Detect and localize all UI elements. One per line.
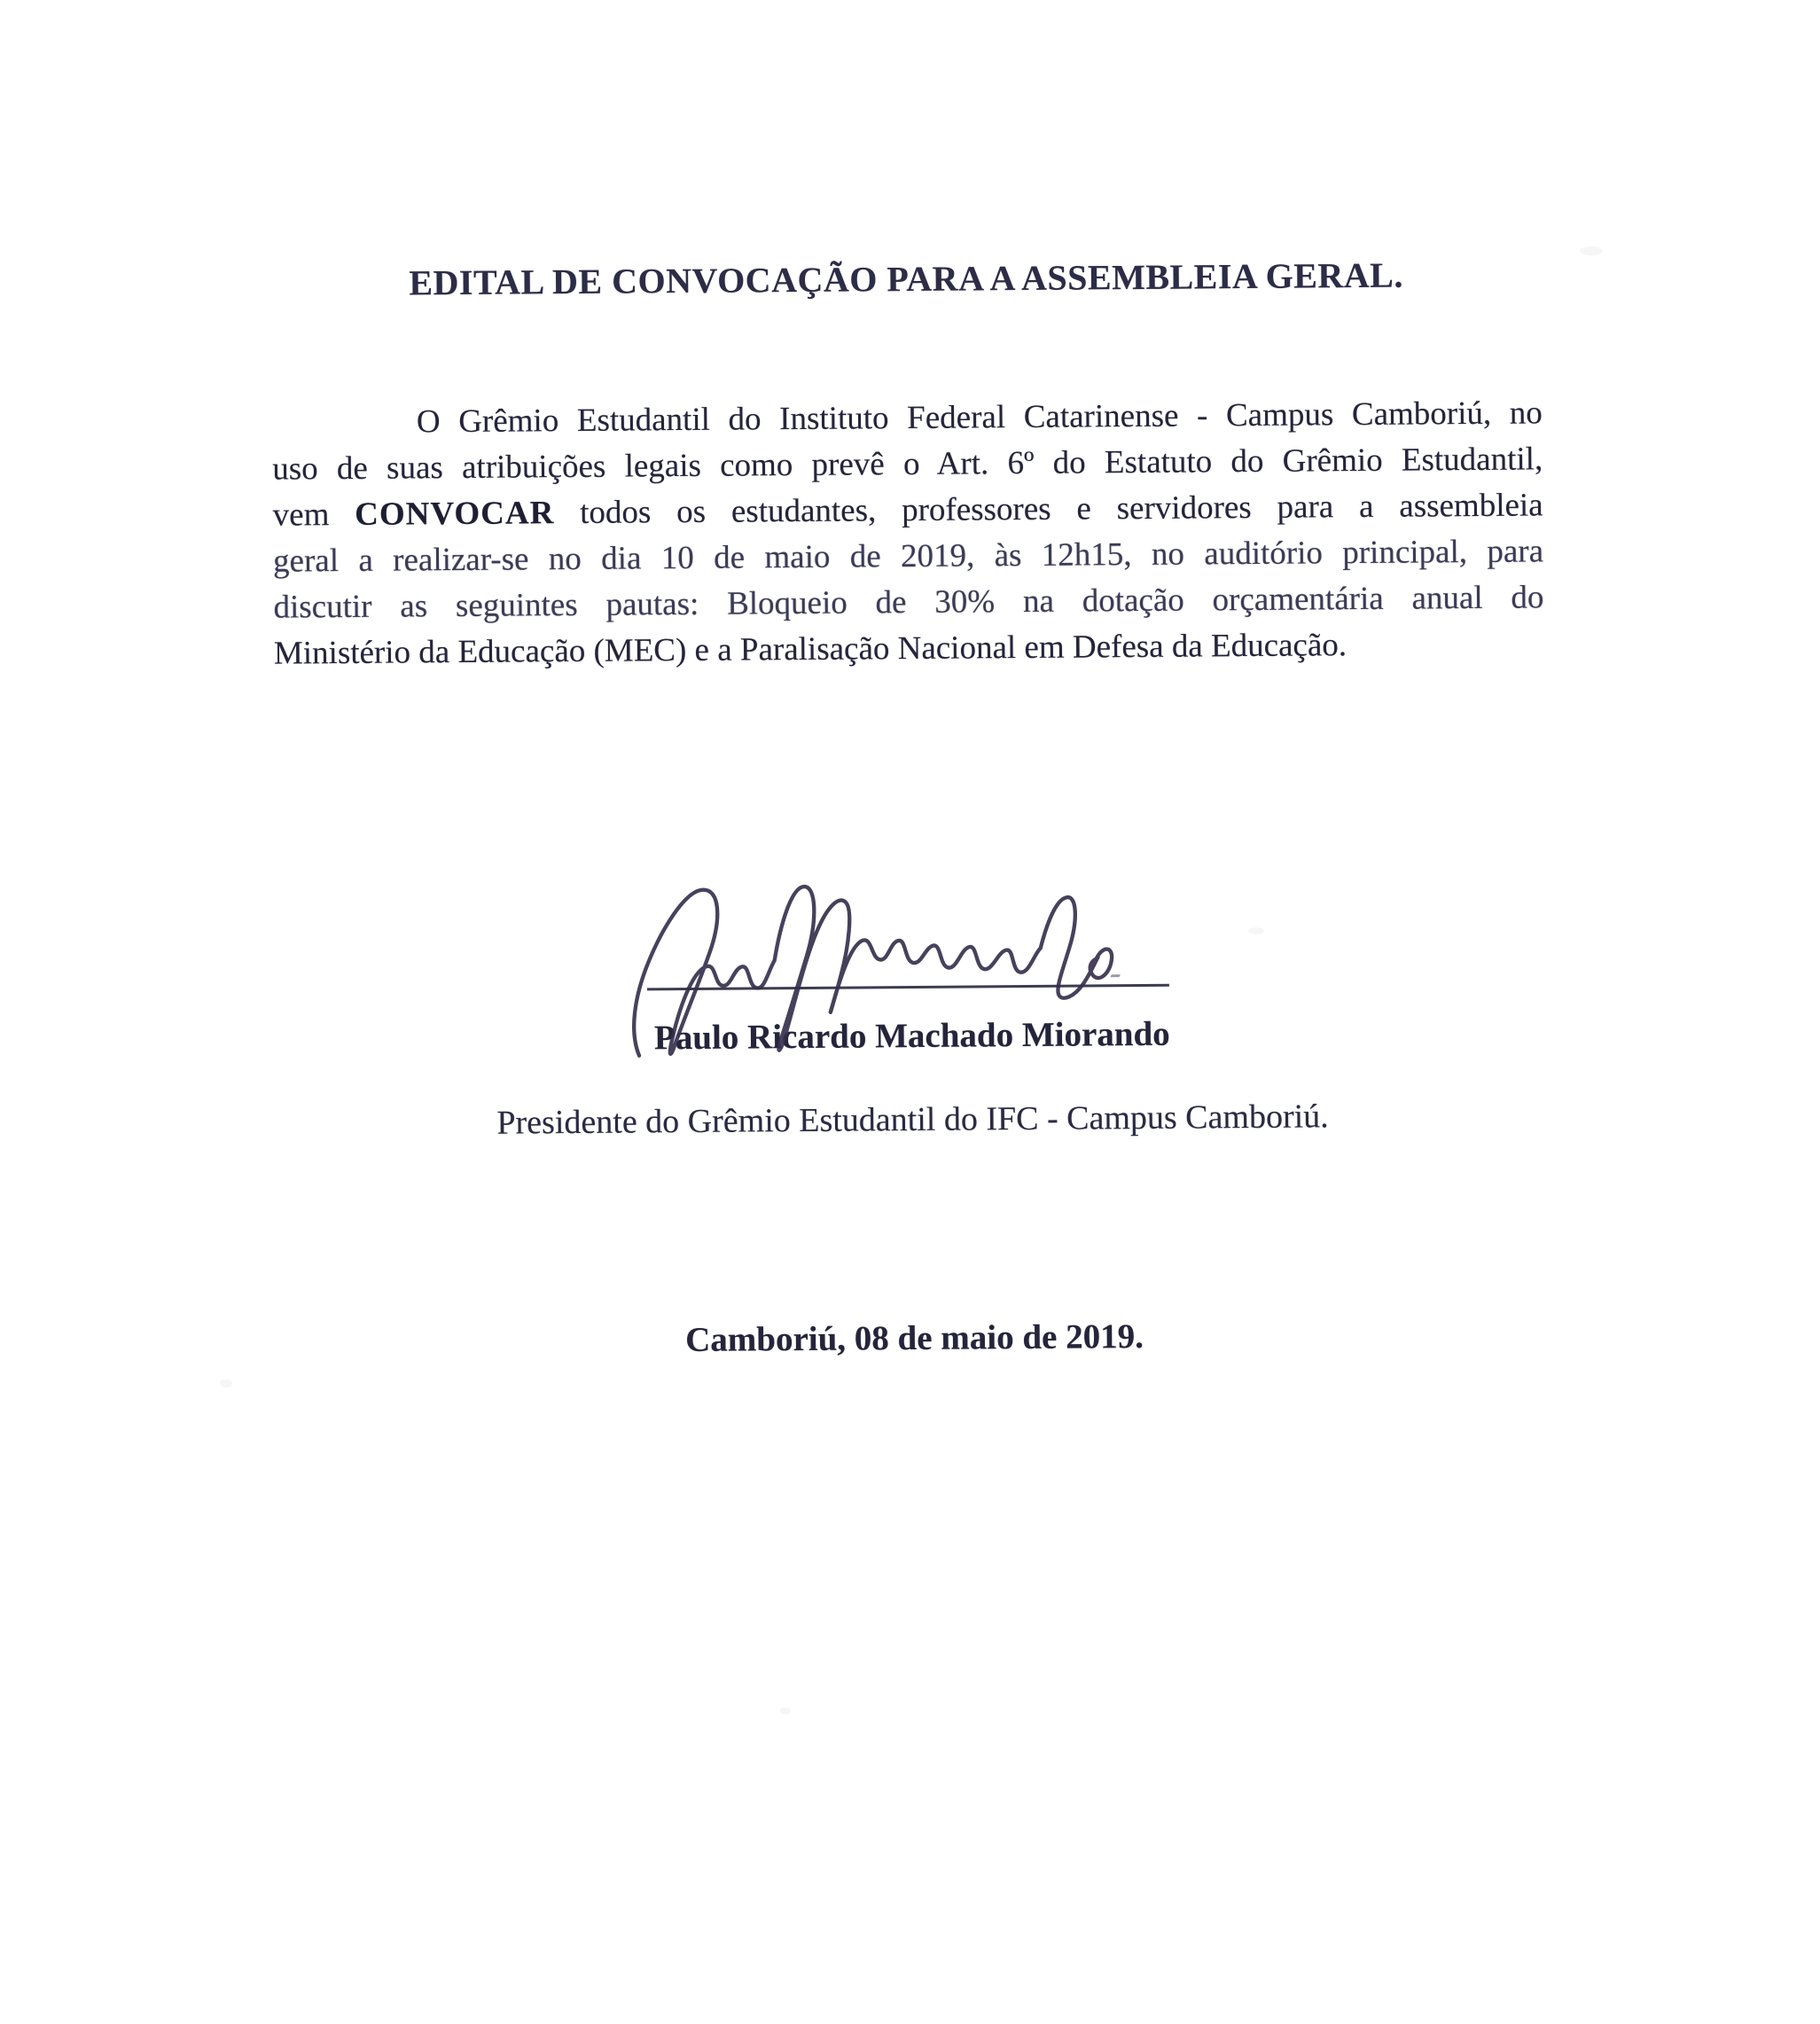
document-title: EDITAL DE CONVOCAÇÃO PARA A ASSEMBLEIA GERAL. xyxy=(409,254,1404,303)
scan-smudge xyxy=(1248,927,1264,934)
convocar-emphasis: CONVOCAR xyxy=(355,495,555,533)
signatory-role: Presidente do Grêmio Estudantil do IFC - Campus Camboriú. xyxy=(496,1098,1329,1142)
scan-smudge xyxy=(1580,246,1603,255)
signatory-name: Paulo Ricardo Machado Miorando xyxy=(653,1014,1170,1058)
scan-smudge xyxy=(220,1379,232,1387)
body-line-1: O Grêmio Estudantil do Instituto Federal Catarinense - Campus Camboriú, no xyxy=(416,395,1543,441)
body-line-5: discutir as seguintes pautas: Bloqueio de 30% na dotação orçamentária anual do xyxy=(273,579,1544,626)
body-line-6: Ministério da Educação (MEC) e a Paralisação Nacional em Defesa da Educação. xyxy=(273,627,1347,672)
handwritten-signature-image xyxy=(619,862,1128,1062)
place-date-line: Camboriú, 08 de maio de 2019. xyxy=(684,1317,1144,1360)
body-line-3-post: todos os estudantes, professores e servidores para a assembleia xyxy=(580,487,1543,531)
body-line-4: geral a realizar-se no dia 10 de maio de 2019, às 12h15, no auditório principal, para xyxy=(272,533,1544,580)
scan-smudge xyxy=(780,1708,791,1715)
body-line-3-pre: vem xyxy=(272,496,330,534)
body-paragraph xyxy=(272,390,1544,676)
body-line-2: uso de suas atribuições legais como prevê o Art. 6º do Estatuto do Grêmio Estudantil, xyxy=(272,441,1543,488)
